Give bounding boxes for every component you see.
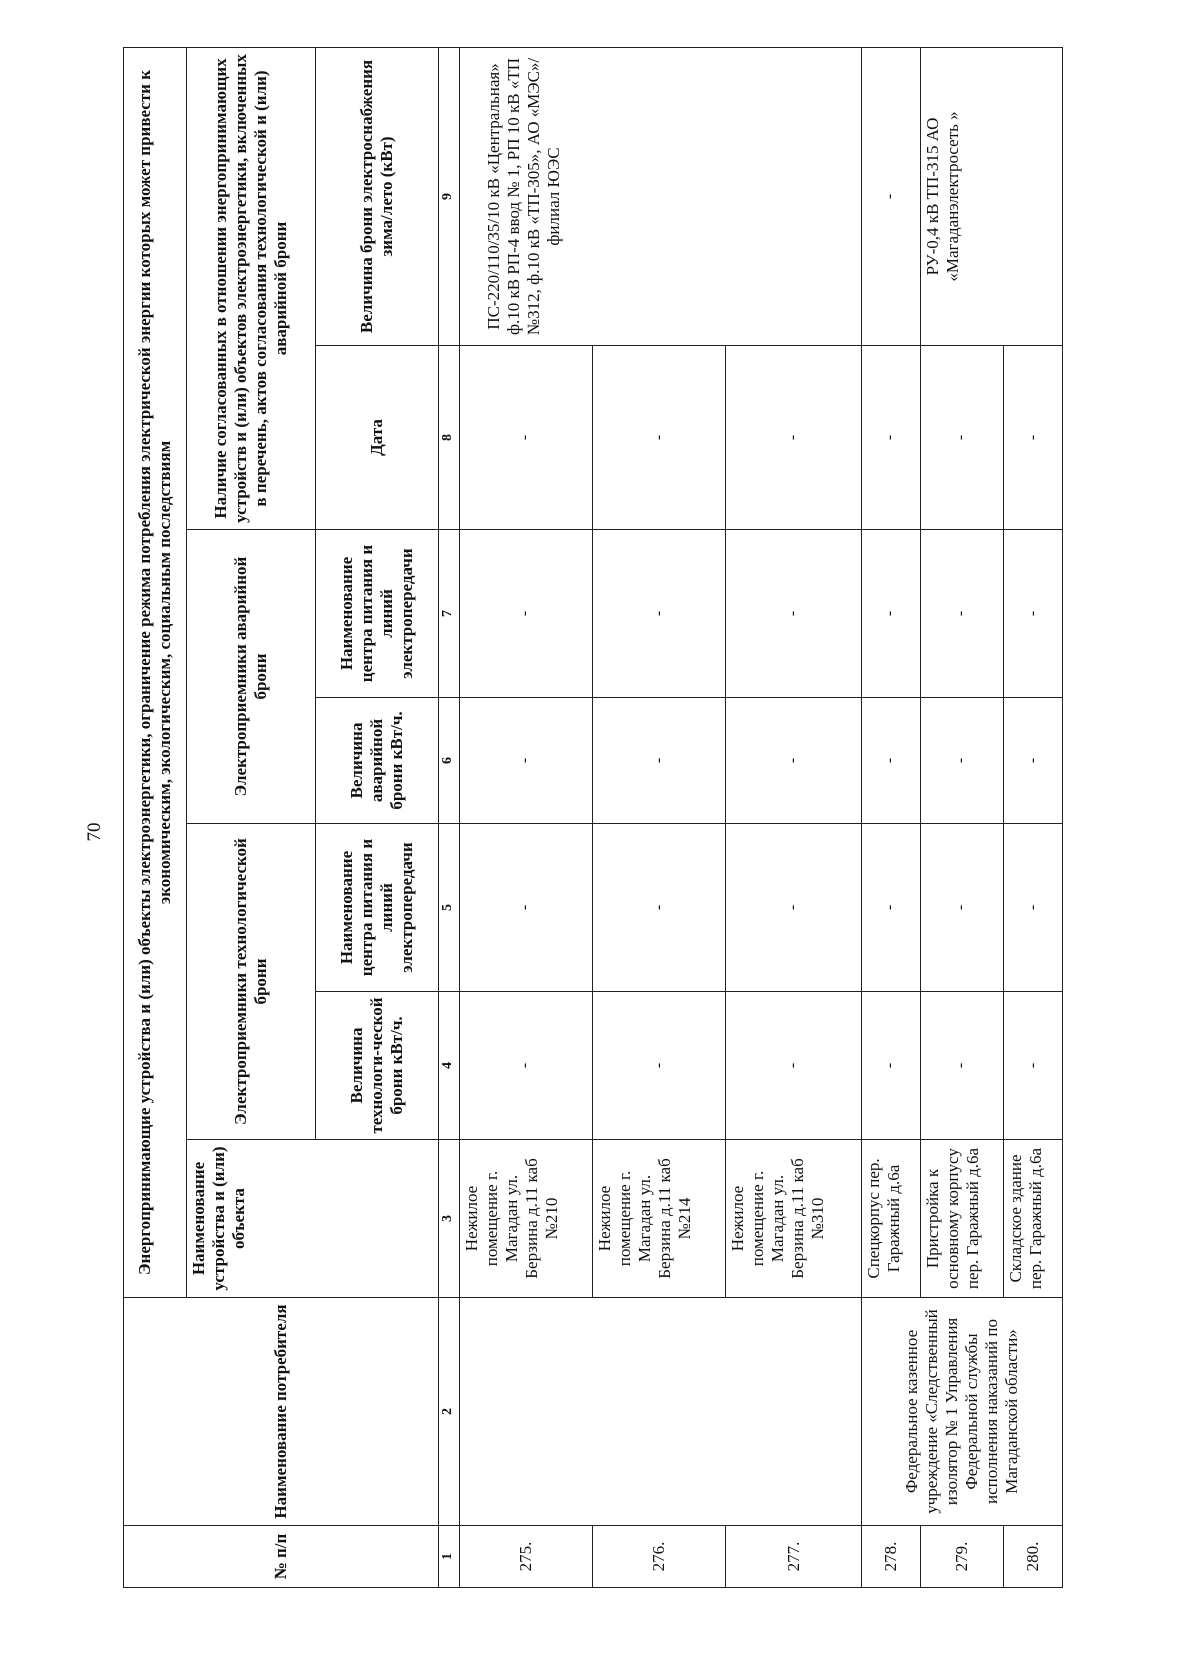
col-number-9: 9 (438, 47, 459, 345)
col-number-2: 2 (438, 1298, 459, 1526)
emerg-center-cell: - (459, 530, 592, 698)
header-consumer: Наименование потребителя (124, 1298, 439, 1526)
header-tech-center: Наименование центра питания и линий электропередачи (316, 824, 438, 992)
rotated-table-container (123, 48, 1063, 1588)
tech-value-cell: - (1003, 992, 1062, 1140)
emerg-center-cell: - (726, 530, 862, 698)
tech-center-cell: - (592, 824, 725, 992)
col-number-4: 4 (438, 992, 459, 1140)
table-row (861, 47, 920, 1587)
date-cell: - (592, 346, 725, 530)
date-cell: - (861, 346, 920, 530)
col-number-8: 8 (438, 346, 459, 530)
emerg-value-cell: - (592, 698, 725, 824)
reserve-text-group1: ПС-220/110/35/10 кВ «Центральная» ф.10 кВ РП-4 ввод № 1, РП 10 кВ «ТП №312, ф.10 кВ «ТП-305», АО «МЭС»/филиал ЮЭС (483, 57, 563, 336)
emerg-value-cell: - (459, 698, 592, 824)
tech-center-cell: - (1003, 824, 1062, 992)
header-group-agree: Наличие согласованных в отношении энергопринимающих устройств и (или) объектов электроэнергетики, включенных в перечень, актов согласования технологической и (или) аварийной брони (187, 47, 316, 529)
emerg-value-cell: - (920, 698, 1003, 824)
device-cell: Спецкорпус пер. Гаражный д.6а (861, 1140, 920, 1298)
tech-center-cell: - (726, 824, 862, 992)
tech-center-cell: - (920, 824, 1003, 992)
tech-center-cell: - (459, 824, 592, 992)
reserve-cell: - (861, 47, 920, 345)
row-number: 277. (726, 1526, 862, 1588)
header-group-tech: Электроприемники технологической брони (187, 824, 316, 1140)
tech-value-cell: - (861, 992, 920, 1140)
tech-value-cell: - (459, 992, 592, 1140)
header-emerg-center: Наименование центра питания и линий электропередачи (316, 530, 438, 698)
header-emerg-value: Величина аварийной брони кВт/ч. (316, 698, 438, 824)
consumer-cell-group1 (459, 1298, 861, 1526)
header-no: № п/п (124, 1526, 439, 1588)
date-cell: - (726, 346, 862, 530)
header-group-emerg: Электроприемники аварийной брони (187, 530, 316, 824)
row-number: 275. (459, 1526, 592, 1588)
emerg-center-cell: - (861, 530, 920, 698)
device-cell: Складское здание пер. Гаражный д.6а (1003, 1140, 1062, 1298)
header-reserve: Величина брони электроснабжения зима/лето (кВт) (316, 47, 438, 345)
reserve-cell-group1 (459, 47, 861, 345)
date-cell: - (1003, 346, 1062, 530)
row-number: 279. (920, 1526, 1003, 1588)
tech-value-cell: - (592, 992, 725, 1140)
emerg-center-cell: - (1003, 530, 1062, 698)
col-number-6: 6 (438, 698, 459, 824)
emerg-value-cell: - (726, 698, 862, 824)
page-number: 70 (84, 822, 105, 842)
header-group-main: Энергопринимающие устройства и (или) объекты электроэнергетики, ограничение режима потребления электрической энергии которых может привести к экономическим, экологическим, социальным последствиям (124, 47, 187, 1297)
date-cell: - (920, 346, 1003, 530)
emerg-value-cell: - (861, 698, 920, 824)
consumer-cell-group2: Федеральное казенное учреждение «Следственный изолятор № 1 Управления Федеральной службы исполнения наказаний по Магаданской области» (861, 1298, 1062, 1526)
col-number-3: 3 (438, 1140, 459, 1298)
device-cell: Пристройка к основному корпусу пер. Гаражный д.6а (920, 1140, 1003, 1298)
col-number-5: 5 (438, 824, 459, 992)
device-cell: Нежилое помещение г. Магадан ул. Берзина д.11 каб №210 (459, 1140, 592, 1298)
emerg-center-cell: - (592, 530, 725, 698)
tech-center-cell: - (861, 824, 920, 992)
header-device: Наименование устройства и (или) объекта (187, 1140, 438, 1298)
reserve-cell-group2: РУ-0,4 кВ ТП-315 АО «Магаданэлектросеть » (920, 47, 1062, 345)
date-cell: - (459, 346, 592, 530)
col-number-1: 1 (438, 1526, 459, 1588)
table-row (459, 47, 592, 1587)
col-number-7: 7 (438, 530, 459, 698)
emerg-center-cell: - (920, 530, 1003, 698)
row-number: 276. (592, 1526, 725, 1588)
row-number: 278. (861, 1526, 920, 1588)
consumer-table (123, 47, 1063, 1588)
tech-value-cell: - (920, 992, 1003, 1140)
header-date: Дата (316, 346, 438, 530)
row-number: 280. (1003, 1526, 1062, 1588)
tech-value-cell: - (726, 992, 862, 1140)
header-tech-value: Величина технологи-ческой брони кВт/ч. (316, 992, 438, 1140)
emerg-value-cell: - (1003, 698, 1062, 824)
device-cell: Нежилое помещение г. Магадан ул. Берзина д.11 каб №310 (726, 1140, 862, 1298)
device-cell: Нежилое помещение г. Магадан ул. Берзина д.11 каб №214 (592, 1140, 725, 1298)
